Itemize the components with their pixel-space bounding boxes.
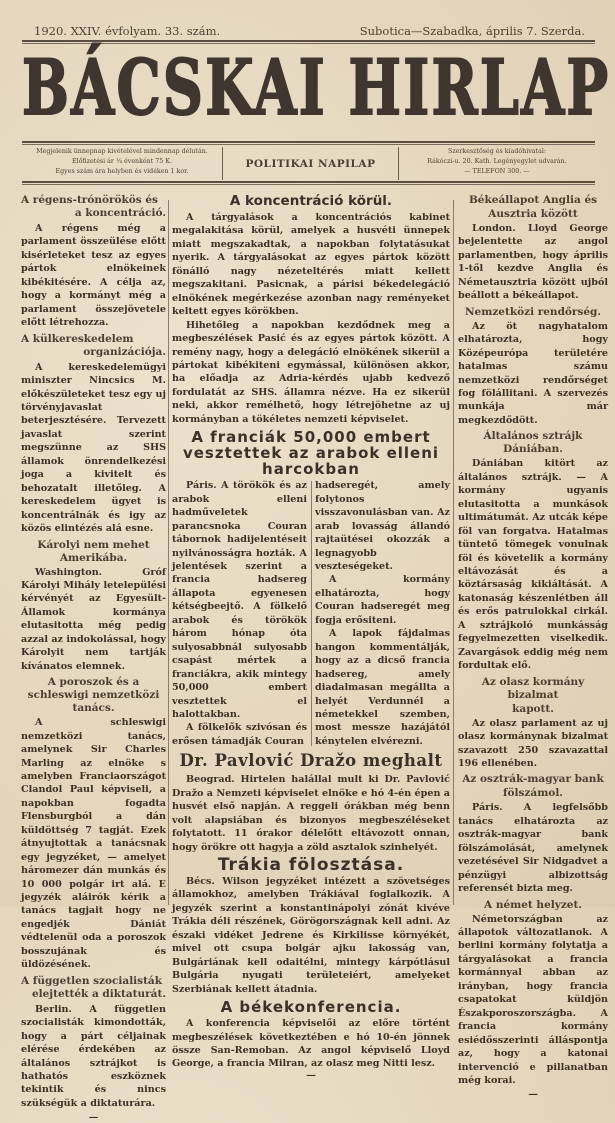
- article: [458, 676, 608, 771]
- article-title: Trákia fölosztása.: [217, 855, 405, 876]
- article: [458, 899, 608, 1088]
- article-paragraph: Beograd. Hirtelen halállal mult ki Dr. Pavlović Dražo a Nemzeti képviselet elnöke e hó 4-én épen a husvét első napján. A reggeli órákban még benn volt alapsiában és bizonyos megbeszéléseket folytatott. 11 órakor délelőtt eltávozott onnan, hogy örökre ott hagyja a zöld asztalok szinhelyét.: [172, 774, 450, 853]
- place-date: Subotica—Szabadka, április 7. Szerda.: [359, 24, 585, 38]
- article: [21, 676, 166, 972]
- article-paragraph: A lapok fájdalmas hangon kommentálják, hogy az a dicső francia hadsereg, amely diadalmasan megállta a helyét Verdunnél a németekkel szemben, most messze hazájától kénytelen elvérezni.: [315, 628, 450, 747]
- article-franciak: [172, 429, 450, 748]
- article-title: Dr. Pavlović Dražo meghalt: [179, 751, 443, 771]
- article-title: a koncentráció.: [74, 207, 166, 219]
- article-title: A poroszok és a schleswigi nemzetközi tanács.: [27, 676, 160, 715]
- article-paragraph: Németországban az állapotok változatlanok. A berlini kormány folytatja a tárgyalásokat a francia kormánnyal abban az irányban, hogy francia csapatokat küldjön Északporoszországba. A francia kormány esiédősszerinti álláspontja az, hogy a katonai intervenció e pillanatban még korai.: [458, 913, 608, 1087]
- subscription-price: Előfizetési ár ¼ évenként 75 K.: [72, 158, 172, 165]
- article-title: A független szocialisták: [21, 974, 163, 987]
- article-title: fölszámol.: [503, 787, 563, 800]
- article-title: Ausztria között: [488, 208, 578, 220]
- article-paragraph: Washington. Gróf Károlyi Mihály letelepülési kérvényét az Egyesült-Államok kormánya elutasitotta még pedig azzal az indokolással, hogy Károlyit nem tartják kívánatos elemnek.: [21, 566, 166, 672]
- top-rule: [22, 40, 595, 44]
- article-paragraph: Páris. A legfelsőbb tanács elhatározta az osztrák-magyar bank fölszámolását, amelynek vezetésével Sir Nidgadvet a pénzügyi albizottság referensét bizta meg.: [458, 802, 608, 895]
- article: [21, 333, 166, 536]
- article-paragraph: A tárgyalások a koncentrációs kabinet megalakitása körül, amelyek a husvéti ünnepek miatt megszakadtak, a napokban folytatásukat nyerik. A tárgyalásokat az egyes pártok között fönálló nagy nézeteltérés miatt kellett megszakitani. Pasicnak, a párisi békedelegáció elnökének megérkezése azonban nagy reményeket keltett egyes körökben.: [172, 212, 450, 318]
- article-paragraph: A schleswigi nemzetközi tanács, amelynek Sir Charles Marling az elnöke s amelyben Franciaországot Clandol Paul képviseli, a napokban fogadta Flensburgból a dán küldöttség 7 tagját. Ezek átnyujtottak a tanácsnak egy jegyzéket, — amelyet háromezer dán munkás és 10 000 polgár irt alá. E jegyzék aláirók kérik a tanács tagjait hogy ne engedjék Dániát védtelenül oda a poroszok bosszujának és üldözésének.: [21, 717, 166, 971]
- article-title: Nemzetközi rendőrség.: [464, 305, 602, 318]
- article-paragraph: Az öt nagyhatalom elhatározta, hogy Középeurópa területére hatalmas számu nemzetközi rendőrséget fog fölállitani. A szervezés munkája már megkezdődött.: [458, 320, 608, 426]
- article-paragraph: Páris. A törökök és az arabok elleni hadműveletek parancsnoka Couran tábornok hadijelentéseit nyilvánosságra hozták. A jelentések szerint a francia hadsereg állapota egyenesen kétségbeejtő. A fölkelő arabok és törökök három hónap óta sulyosabbnál sulyosabb csapást mértek a franciákra, akik mintegy 50,000 embert vesztettek el halottakban.: [172, 480, 307, 720]
- office-info: [399, 147, 595, 180]
- article-paragraph: A fölkelők szivósan és erősen támadják Couran: [172, 722, 307, 747]
- article-bekekonferencia: [172, 999, 450, 1081]
- article-paragraph: Az olasz parlament az uj olasz kormánynak bizalmat szavazott 250 szavazattal 196 ellenében.: [458, 717, 608, 769]
- article-title: A régens-trónörökös és: [21, 194, 158, 206]
- article-paragraph: A kormány elhatározta, hogy Couran hadseregét meg fogja erősiteni.: [315, 574, 450, 626]
- end-mark: —: [528, 1089, 538, 1101]
- article-title: Békeállapot Anglia és: [468, 194, 598, 206]
- publication-schedule: Megjelenik ünnepnap kivételével mindennap délután.: [36, 148, 208, 155]
- end-mark: —: [88, 1112, 99, 1123]
- end-mark: —: [306, 1069, 316, 1081]
- article-title: elejtették a diktaturát.: [31, 987, 166, 1000]
- article-title: A koncentráció körül.: [229, 193, 393, 209]
- article-trakia: [172, 857, 450, 996]
- info-strip: [22, 147, 595, 180]
- masthead-rule: [22, 141, 595, 145]
- article-title: Általános sztrájk Dániában.: [483, 430, 583, 456]
- newspaper-title: BÁCSKAI HIRLAP: [22, 44, 611, 133]
- article: [21, 975, 166, 1111]
- telephone: — TELEFON 300. —: [464, 168, 530, 175]
- office-address: Rákóczi-u. 20. Kath. Legényegylet udvarán.: [427, 158, 567, 165]
- article-paragraph: A régens még a parlament összeülése előtt kisérleteket tesz az egyes pártok elnökeinek kibékitésére. A célja az, hogy a kormányt még a parlament összejövetele előtt létrehozza.: [21, 223, 166, 329]
- single-issue-price: Egyes szám ára helyben és vidéken 1 kor.: [55, 168, 189, 175]
- article-title: A békekonferencia.: [220, 998, 402, 1017]
- article-title: A német helyzet.: [484, 898, 582, 911]
- article-koncentracio: [172, 193, 450, 426]
- article: [21, 194, 166, 330]
- dateline: [34, 24, 585, 38]
- column-divider: [168, 200, 169, 905]
- article: [21, 539, 166, 674]
- article-paragraph: Hihetőleg a napokban kezdődnek meg a megbeszélések Pasić és az egyes pártok között. A remény nagy, hogy a delegáció elnökének sikerül a pártokat kibékiteni egymással, különösen akkor, ha előadja az Adria-kérdés ujabb kedvező fordulatát az SHS. államra nézve. Ha ez sikerül neki, akkor remélhető, hogy létrejöhetne az uj kormányban a tökéletes nemzeti képviselet.: [172, 319, 450, 425]
- article: [458, 773, 608, 895]
- issue-number: 1920. XXIV. évfolyam. 33. szám.: [34, 24, 221, 38]
- article-paragraph: hadseregét, amely folytonos visszavonulásban van. Az arab lovasság állandó rajtaütései okozzák a legnagyobb veszteségeket.: [315, 480, 450, 572]
- article-paragraph: Berlin. A független szocialisták kimondották, hogy a párt céljainak elérése érdekében az általános sztrájkot is hathatós eszköznek tekintik és nincs szükségük a diktaturára.: [21, 1003, 166, 1109]
- article-title: Az olasz kormány bizalmat: [481, 675, 585, 701]
- article-title: A franciák 50,000 embert vesztettek az arabok elleni harcokban: [182, 428, 440, 479]
- left-column: [21, 194, 166, 1123]
- publication-info: [22, 147, 222, 180]
- article-title: organizációja.: [83, 345, 166, 358]
- article: [458, 306, 608, 428]
- article: [458, 430, 608, 672]
- masthead: [22, 44, 611, 133]
- article-title: kapott.: [512, 702, 554, 715]
- info-rule: [22, 181, 595, 185]
- office-label: Szerkesztőség és kiadóhivatal:: [448, 148, 546, 155]
- article-title: A külkereskedelem: [21, 332, 134, 345]
- article-paragraph: Bécs. Wilson jegyzéket intézett a szövetséges államokhoz, amelyben Trákiával foglalkozik. A jegyzék szerint a konstantinápolyi zónát kivéve Trákia déli részének, Görögországnak kell adni. Az északi vidéket Jedrene és Kirkilisse környékét, mivel ott csupa bolgár ajku lakosság van, Bulgáriának kell odaitélni, mintegy kárpótlásul Bulgária nyugati területeiért, amelyeket Szerbiának kellett átadnia.: [172, 876, 450, 995]
- article-paragraph: London. Lloyd George bejelentette az angol parlamentben, hogy április 1-től kezdve Anglia és Németausztria között ujból beállott a békeállapot.: [458, 223, 608, 302]
- column-divider: [311, 481, 312, 746]
- article-paragraph: Dániában kitört az általános sztrájk. — A kormány ugyanis elutasitotta a munkások ultimátumát. Az utcák képe föl van forgatva. Hatalmas tüntető tömegek vonulnak föl és követelik a kormány eltávozását és a köztársaság kikiáltását. A katonaság készenlétben áll és erős patrulokkal cirkál. A sztrájkoló munkásság fegyelmezetten viselkedik. Zavargások eddig még nem fordultak elő.: [458, 458, 608, 672]
- article-title: Károlyi nem mehet Amerikába.: [37, 538, 150, 564]
- subtitle: POLITIKAI NAPILAP: [222, 147, 399, 180]
- column-divider: [453, 200, 454, 905]
- center-column: [172, 190, 450, 1084]
- article-pavlovic: [172, 751, 450, 854]
- article-paragraph: A konferencia képviselői az előre történt megbeszélések következtében e hó 10-én jönnek össze San-Remoban. Az angol képviselő Lloyd George, a francia Milran, az olasz meg Nitti lesz.: [172, 1018, 450, 1070]
- right-column: [458, 194, 608, 1100]
- article: [458, 194, 608, 303]
- article-title: Az osztrák-magyar bank: [462, 773, 604, 786]
- article-paragraph: A kereskedelemügyi miniszter Nincsics M. előkészületeket tesz egy uj törvényjavaslat beterjesztésére. Tervezett javaslat szerint megszünne az SHS államok önrendelkezési joga a kivitelt és behozatalt illetőleg. A kereskedelem ügyet is koncentrálnák és igy az közös elintézés alá esne.: [21, 361, 166, 535]
